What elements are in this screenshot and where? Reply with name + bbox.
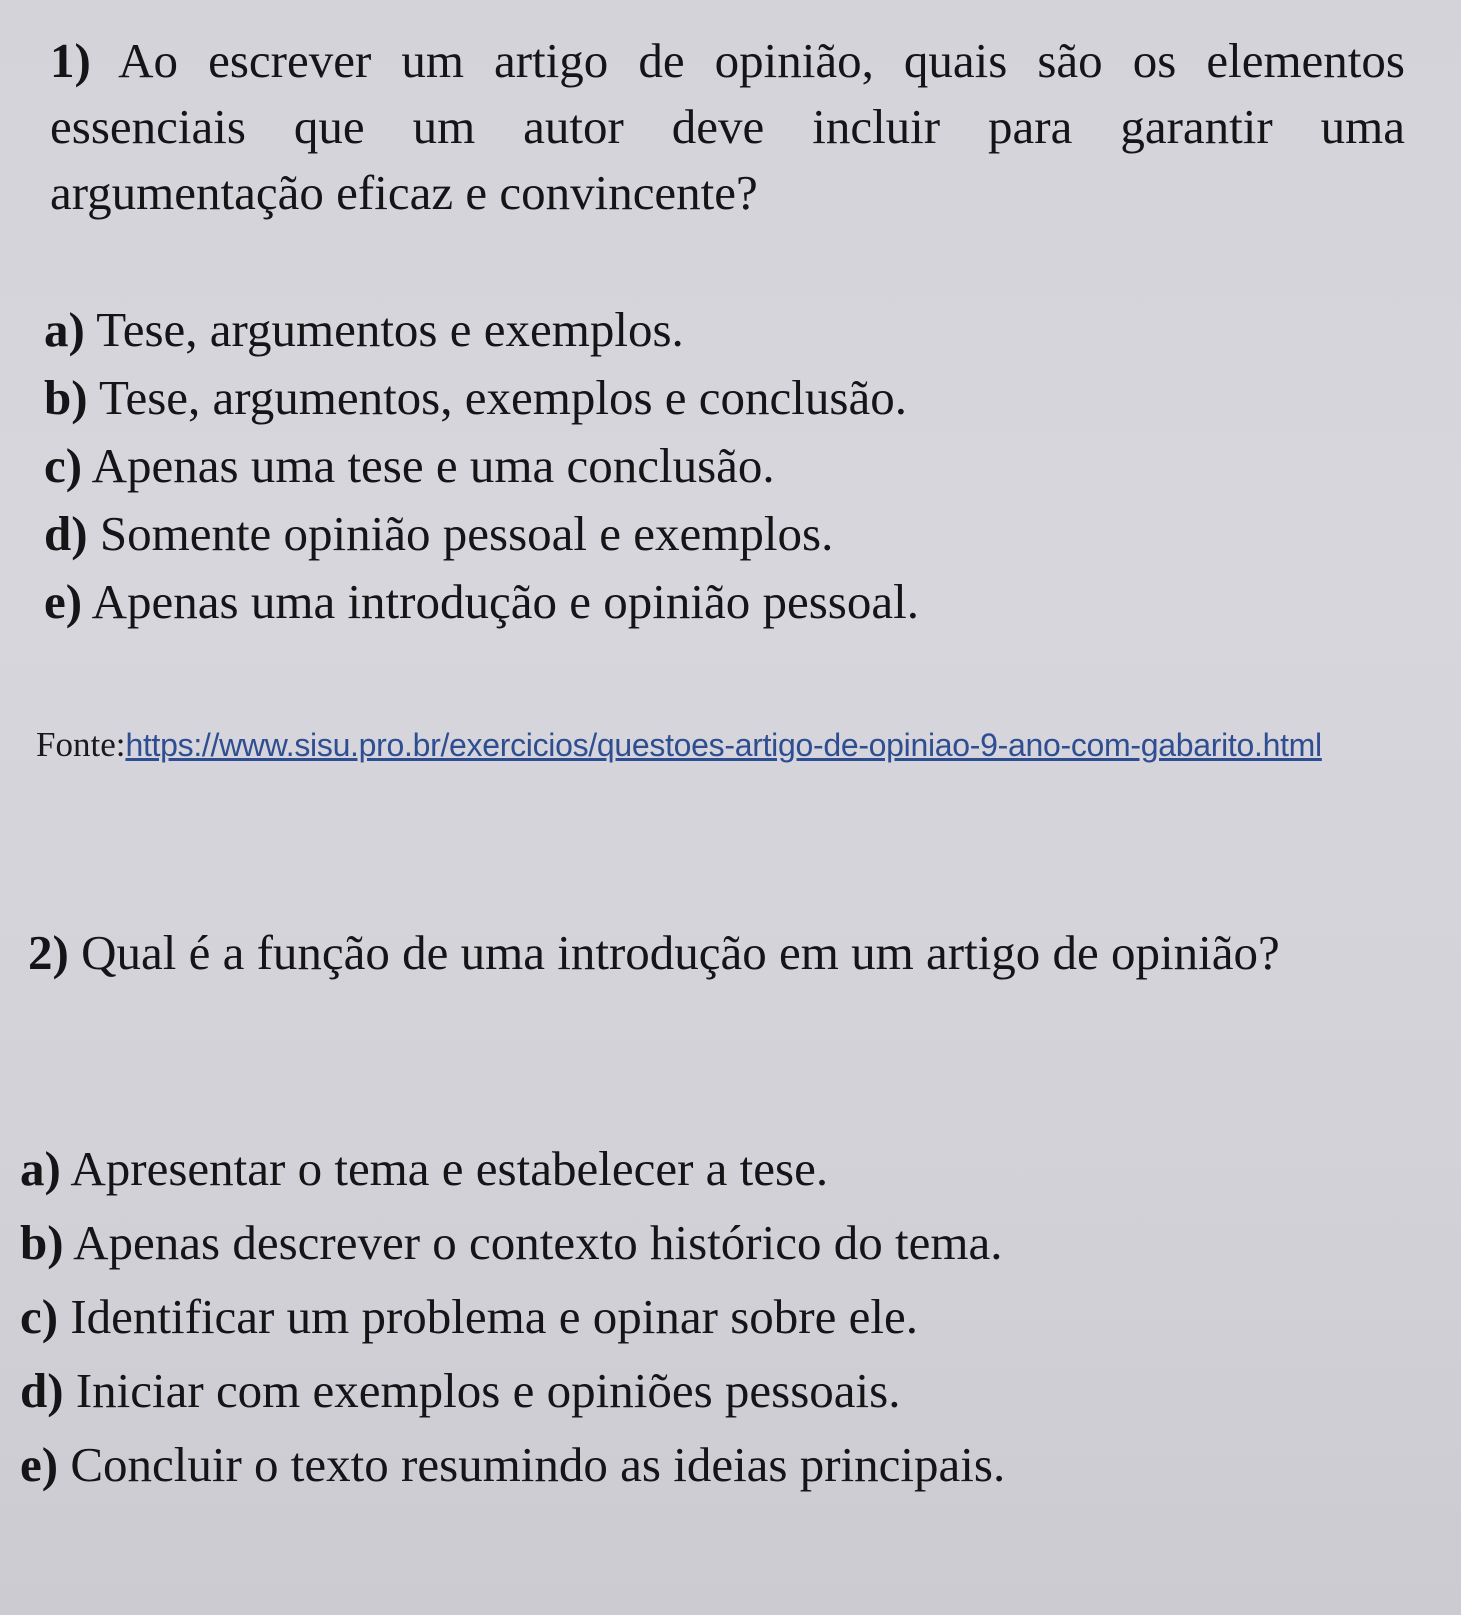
question-2-number: 2) xyxy=(28,925,69,980)
question-1-options xyxy=(44,296,919,636)
option-text: Concluir o texto resumindo as ideias principais. xyxy=(70,1437,1006,1492)
question-2-option-e xyxy=(20,1428,1005,1502)
option-text: Identificar um problema e opinar sobre ele. xyxy=(70,1289,918,1344)
question-2 xyxy=(28,920,1436,986)
option-letter: e) xyxy=(20,1437,59,1492)
question-2-options xyxy=(20,1132,1005,1502)
source-label: Fonte: xyxy=(36,725,126,764)
question-2-option-d xyxy=(20,1354,1005,1428)
option-text: Apenas descrever o contexto histórico do tema. xyxy=(73,1215,1003,1270)
question-1-option-b xyxy=(44,364,919,432)
option-text: Tese, argumentos e exemplos. xyxy=(96,302,684,357)
option-text: Apresentar o tema e estabelecer a tese. xyxy=(70,1141,829,1196)
option-text: Apenas uma tese e uma conclusão. xyxy=(91,438,775,493)
source-citation xyxy=(36,712,1436,778)
question-1-option-c xyxy=(44,432,919,500)
question-2-option-c xyxy=(20,1280,1005,1354)
question-1 xyxy=(50,28,1405,226)
question-1-text: Ao escrever um artigo de opinião, quais são os elementos essenciais que um autor deve incluir para garantir uma argumentação eficaz e convincente? xyxy=(50,33,1405,220)
question-1-option-a xyxy=(44,296,919,364)
option-text: Somente opinião pessoal e exemplos. xyxy=(99,506,834,561)
option-letter: d) xyxy=(20,1363,64,1418)
option-letter: e) xyxy=(44,574,83,629)
option-letter: b) xyxy=(20,1215,64,1270)
option-letter: d) xyxy=(44,506,88,561)
option-letter: c) xyxy=(20,1289,59,1344)
option-text: Iniciar com exemplos e opiniões pessoais. xyxy=(75,1363,901,1418)
question-2-option-a xyxy=(20,1132,1005,1206)
option-letter: b) xyxy=(44,370,88,425)
question-2-text: Qual é a função de uma introdução em um artigo de opinião? xyxy=(81,925,1280,980)
option-letter: a) xyxy=(44,302,85,357)
question-1-option-d xyxy=(44,500,919,568)
source-link[interactable]: https://www.sisu.pro.br/exercicios/questoes-artigo-de-opiniao-9-ano-com-gabarito.html xyxy=(125,727,1322,763)
question-1-option-e xyxy=(44,568,919,636)
option-text: Apenas uma introdução e opinião pessoal. xyxy=(91,574,919,629)
option-text: Tese, argumentos, exemplos e conclusão. xyxy=(98,370,907,425)
option-letter: a) xyxy=(20,1141,61,1196)
question-2-option-b xyxy=(20,1206,1005,1280)
question-1-number: 1) xyxy=(50,33,91,88)
option-letter: c) xyxy=(44,438,83,493)
